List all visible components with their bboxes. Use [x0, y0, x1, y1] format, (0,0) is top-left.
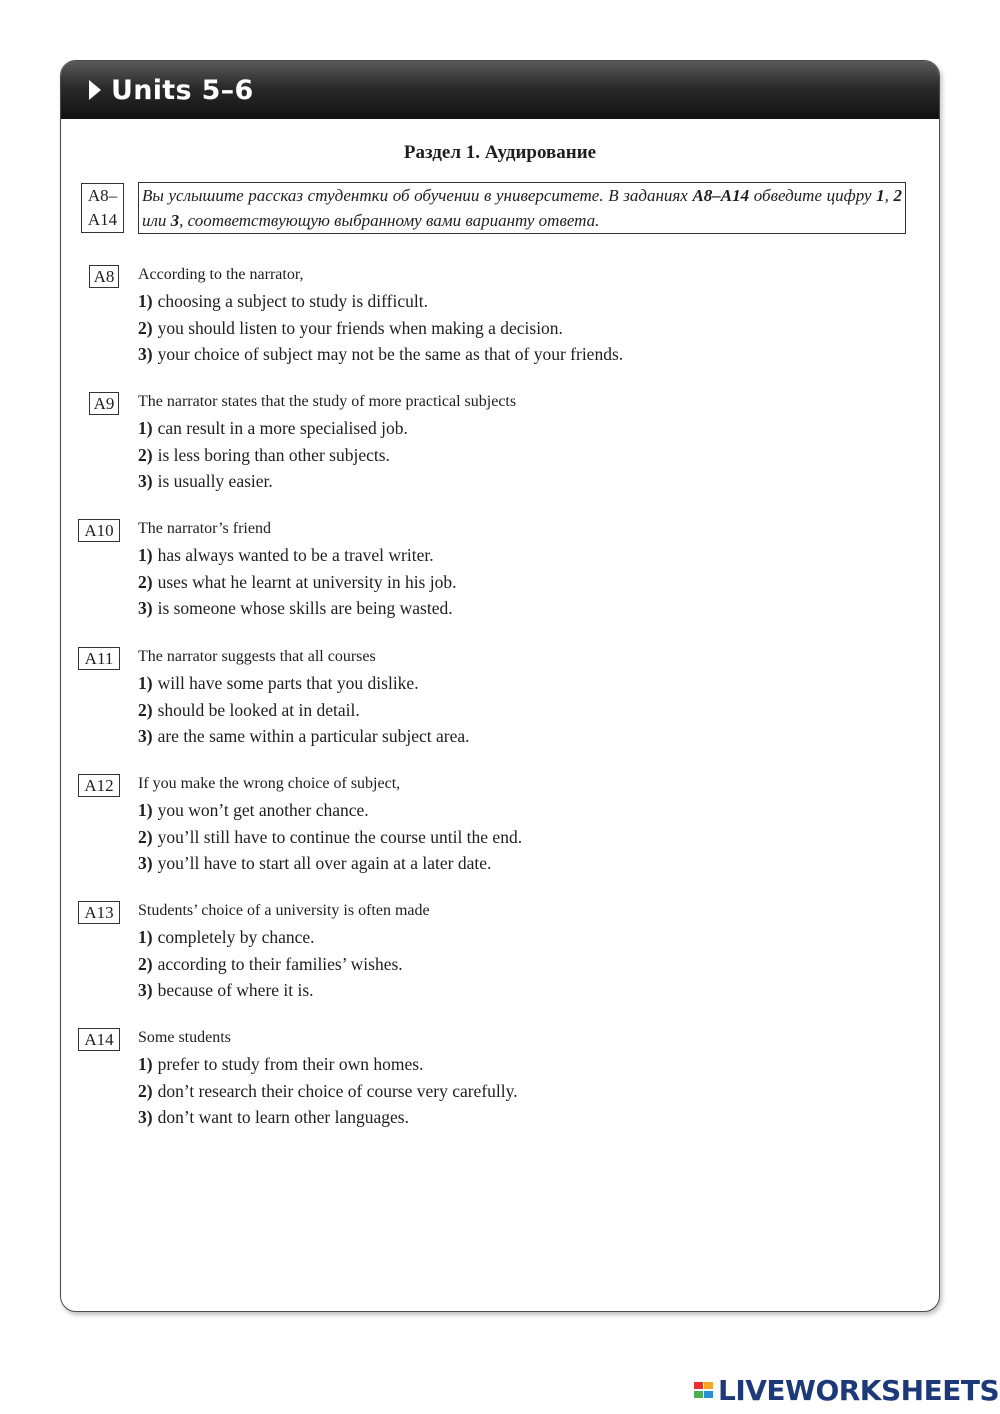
logo-square — [694, 1382, 703, 1389]
option-number: 1) — [138, 800, 153, 820]
option-text: will have some parts that you dislike. — [157, 673, 419, 693]
units-header — [61, 61, 939, 119]
instruction-bold: A8–A14 — [692, 186, 750, 205]
answer-option[interactable] — [138, 1078, 518, 1105]
option-number: 1) — [138, 291, 153, 311]
options-list — [138, 415, 408, 495]
answer-option[interactable] — [138, 797, 522, 824]
option-text: don’t want to learn other languages. — [157, 1107, 409, 1128]
option-number: 3) — [138, 598, 153, 619]
option-number: 2) — [138, 317, 153, 338]
option-number: 3) — [138, 471, 153, 492]
options-list — [138, 924, 403, 1004]
answer-option[interactable] — [138, 288, 623, 315]
question-id: A14 — [78, 1028, 120, 1051]
question-stem: Students’ choice of a university is often made — [138, 902, 430, 919]
option-text: your choice of subject may not be the same as that of your friends. — [157, 344, 624, 365]
option-number: 1) — [138, 927, 153, 947]
option-number: 2) — [138, 953, 153, 974]
answer-option[interactable] — [138, 977, 403, 1004]
option-number: 3) — [138, 980, 153, 1001]
options-list — [138, 542, 456, 622]
option-text: has always wanted to be a travel writer. — [157, 545, 434, 565]
question-stem: The narrator suggests that all courses — [138, 648, 376, 665]
option-text: according to their families’ wishes. — [157, 953, 403, 974]
question-id: A12 — [78, 774, 120, 797]
instruction-bold: 1 — [876, 186, 885, 205]
answer-option[interactable] — [138, 723, 470, 750]
answer-option[interactable] — [138, 595, 456, 622]
liveworksheets-logo[interactable] — [694, 1374, 999, 1407]
option-number: 1) — [138, 545, 153, 565]
question-id: A11 — [78, 647, 120, 670]
option-text: choosing a subject to study is difficult. — [157, 291, 428, 311]
option-text: you won’t get another chance. — [157, 800, 369, 820]
question-id: A10 — [78, 519, 120, 542]
answer-option[interactable] — [138, 1104, 518, 1131]
option-number: 1) — [138, 673, 153, 693]
answer-option[interactable] — [138, 315, 623, 342]
option-text: you’ll have to start all over again at a later date. — [157, 853, 492, 874]
option-text: should be looked at in detail. — [157, 699, 360, 720]
logo-square — [694, 1391, 703, 1398]
instruction-bold: 2 — [893, 186, 903, 205]
option-number: 1) — [138, 418, 153, 438]
option-text: you’ll still have to continue the course until the end. — [157, 826, 523, 847]
liveworksheets-logo-text: LIVEWORKSHEETS — [718, 1374, 1000, 1407]
answer-option[interactable] — [138, 569, 456, 596]
options-list — [138, 670, 470, 750]
worksheet-frame — [60, 60, 940, 1312]
question-stem: The narrator states that the study of more practical subjects — [138, 393, 517, 410]
logo-square — [704, 1382, 713, 1389]
question-stem: The narrator’s friend — [138, 520, 271, 537]
option-number: 3) — [138, 344, 153, 365]
option-text: completely by chance. — [157, 927, 315, 947]
option-number: 2) — [138, 444, 153, 465]
option-text: is less boring than other subjects. — [157, 444, 390, 465]
option-number: 3) — [138, 1107, 153, 1128]
option-number: 1) — [138, 1054, 153, 1074]
option-number: 3) — [138, 853, 153, 874]
section-title: Раздел 1. Аудирование — [403, 142, 597, 163]
answer-option[interactable] — [138, 415, 408, 442]
answer-option[interactable] — [138, 951, 403, 978]
task-range-label — [81, 183, 124, 233]
option-text: is usually easier. — [157, 471, 273, 492]
option-text: you should listen to your friends when making a decision. — [157, 317, 563, 338]
options-list — [138, 288, 623, 368]
task-range-label-top: A8– — [87, 186, 118, 205]
task-range-label-bottom: A14 — [87, 210, 118, 229]
instruction-text: или — [142, 211, 171, 230]
answer-option[interactable] — [138, 468, 408, 495]
option-text: is someone whose skills are being wasted. — [157, 598, 453, 619]
instruction-text: , соответствующую выбранному вами варианту ответа. — [179, 211, 600, 230]
answer-option[interactable] — [138, 824, 522, 851]
answer-option[interactable] — [138, 542, 456, 569]
question-stem: Some students — [138, 1029, 231, 1046]
instruction-text: обведите цифру — [749, 186, 877, 205]
answer-option[interactable] — [138, 697, 470, 724]
answer-option[interactable] — [138, 670, 470, 697]
options-list — [138, 797, 522, 877]
question-stem: If you make the wrong choice of subject, — [138, 775, 401, 792]
option-text: are the same within a particular subject area. — [157, 726, 470, 747]
option-text: don’t research their choice of course very carefully. — [157, 1080, 518, 1101]
option-text: prefer to study from their own homes. — [157, 1054, 424, 1074]
question-stem: According to the narrator, — [138, 266, 304, 283]
instruction-bold: 3 — [170, 211, 180, 230]
option-text: uses what he learnt at university in his job. — [157, 571, 457, 592]
option-number: 2) — [138, 826, 153, 847]
instruction-text: Вы услышите рассказ студентки об обучении в университете. В заданиях — [142, 186, 693, 205]
option-text: because of where it is. — [157, 980, 314, 1001]
question-id: A13 — [78, 901, 120, 924]
answer-option[interactable] — [138, 1051, 518, 1078]
instruction-box — [138, 182, 906, 234]
logo-square — [704, 1391, 713, 1398]
option-number: 2) — [138, 699, 153, 720]
question-id: A9 — [89, 392, 119, 415]
answer-option[interactable] — [138, 850, 522, 877]
option-text: can result in a more specialised job. — [157, 418, 408, 438]
options-list — [138, 1051, 518, 1131]
answer-option[interactable] — [138, 341, 623, 368]
answer-option[interactable] — [138, 924, 403, 951]
option-number: 2) — [138, 571, 153, 592]
option-number: 2) — [138, 1080, 153, 1101]
liveworksheets-logo-icon — [694, 1379, 714, 1403]
answer-option[interactable] — [138, 442, 408, 469]
play-arrow-icon — [89, 80, 101, 100]
question-id: A8 — [89, 265, 119, 288]
instruction-text: , — [884, 186, 894, 205]
option-number: 3) — [138, 726, 153, 747]
units-title: Units 5–6 — [111, 74, 254, 106]
